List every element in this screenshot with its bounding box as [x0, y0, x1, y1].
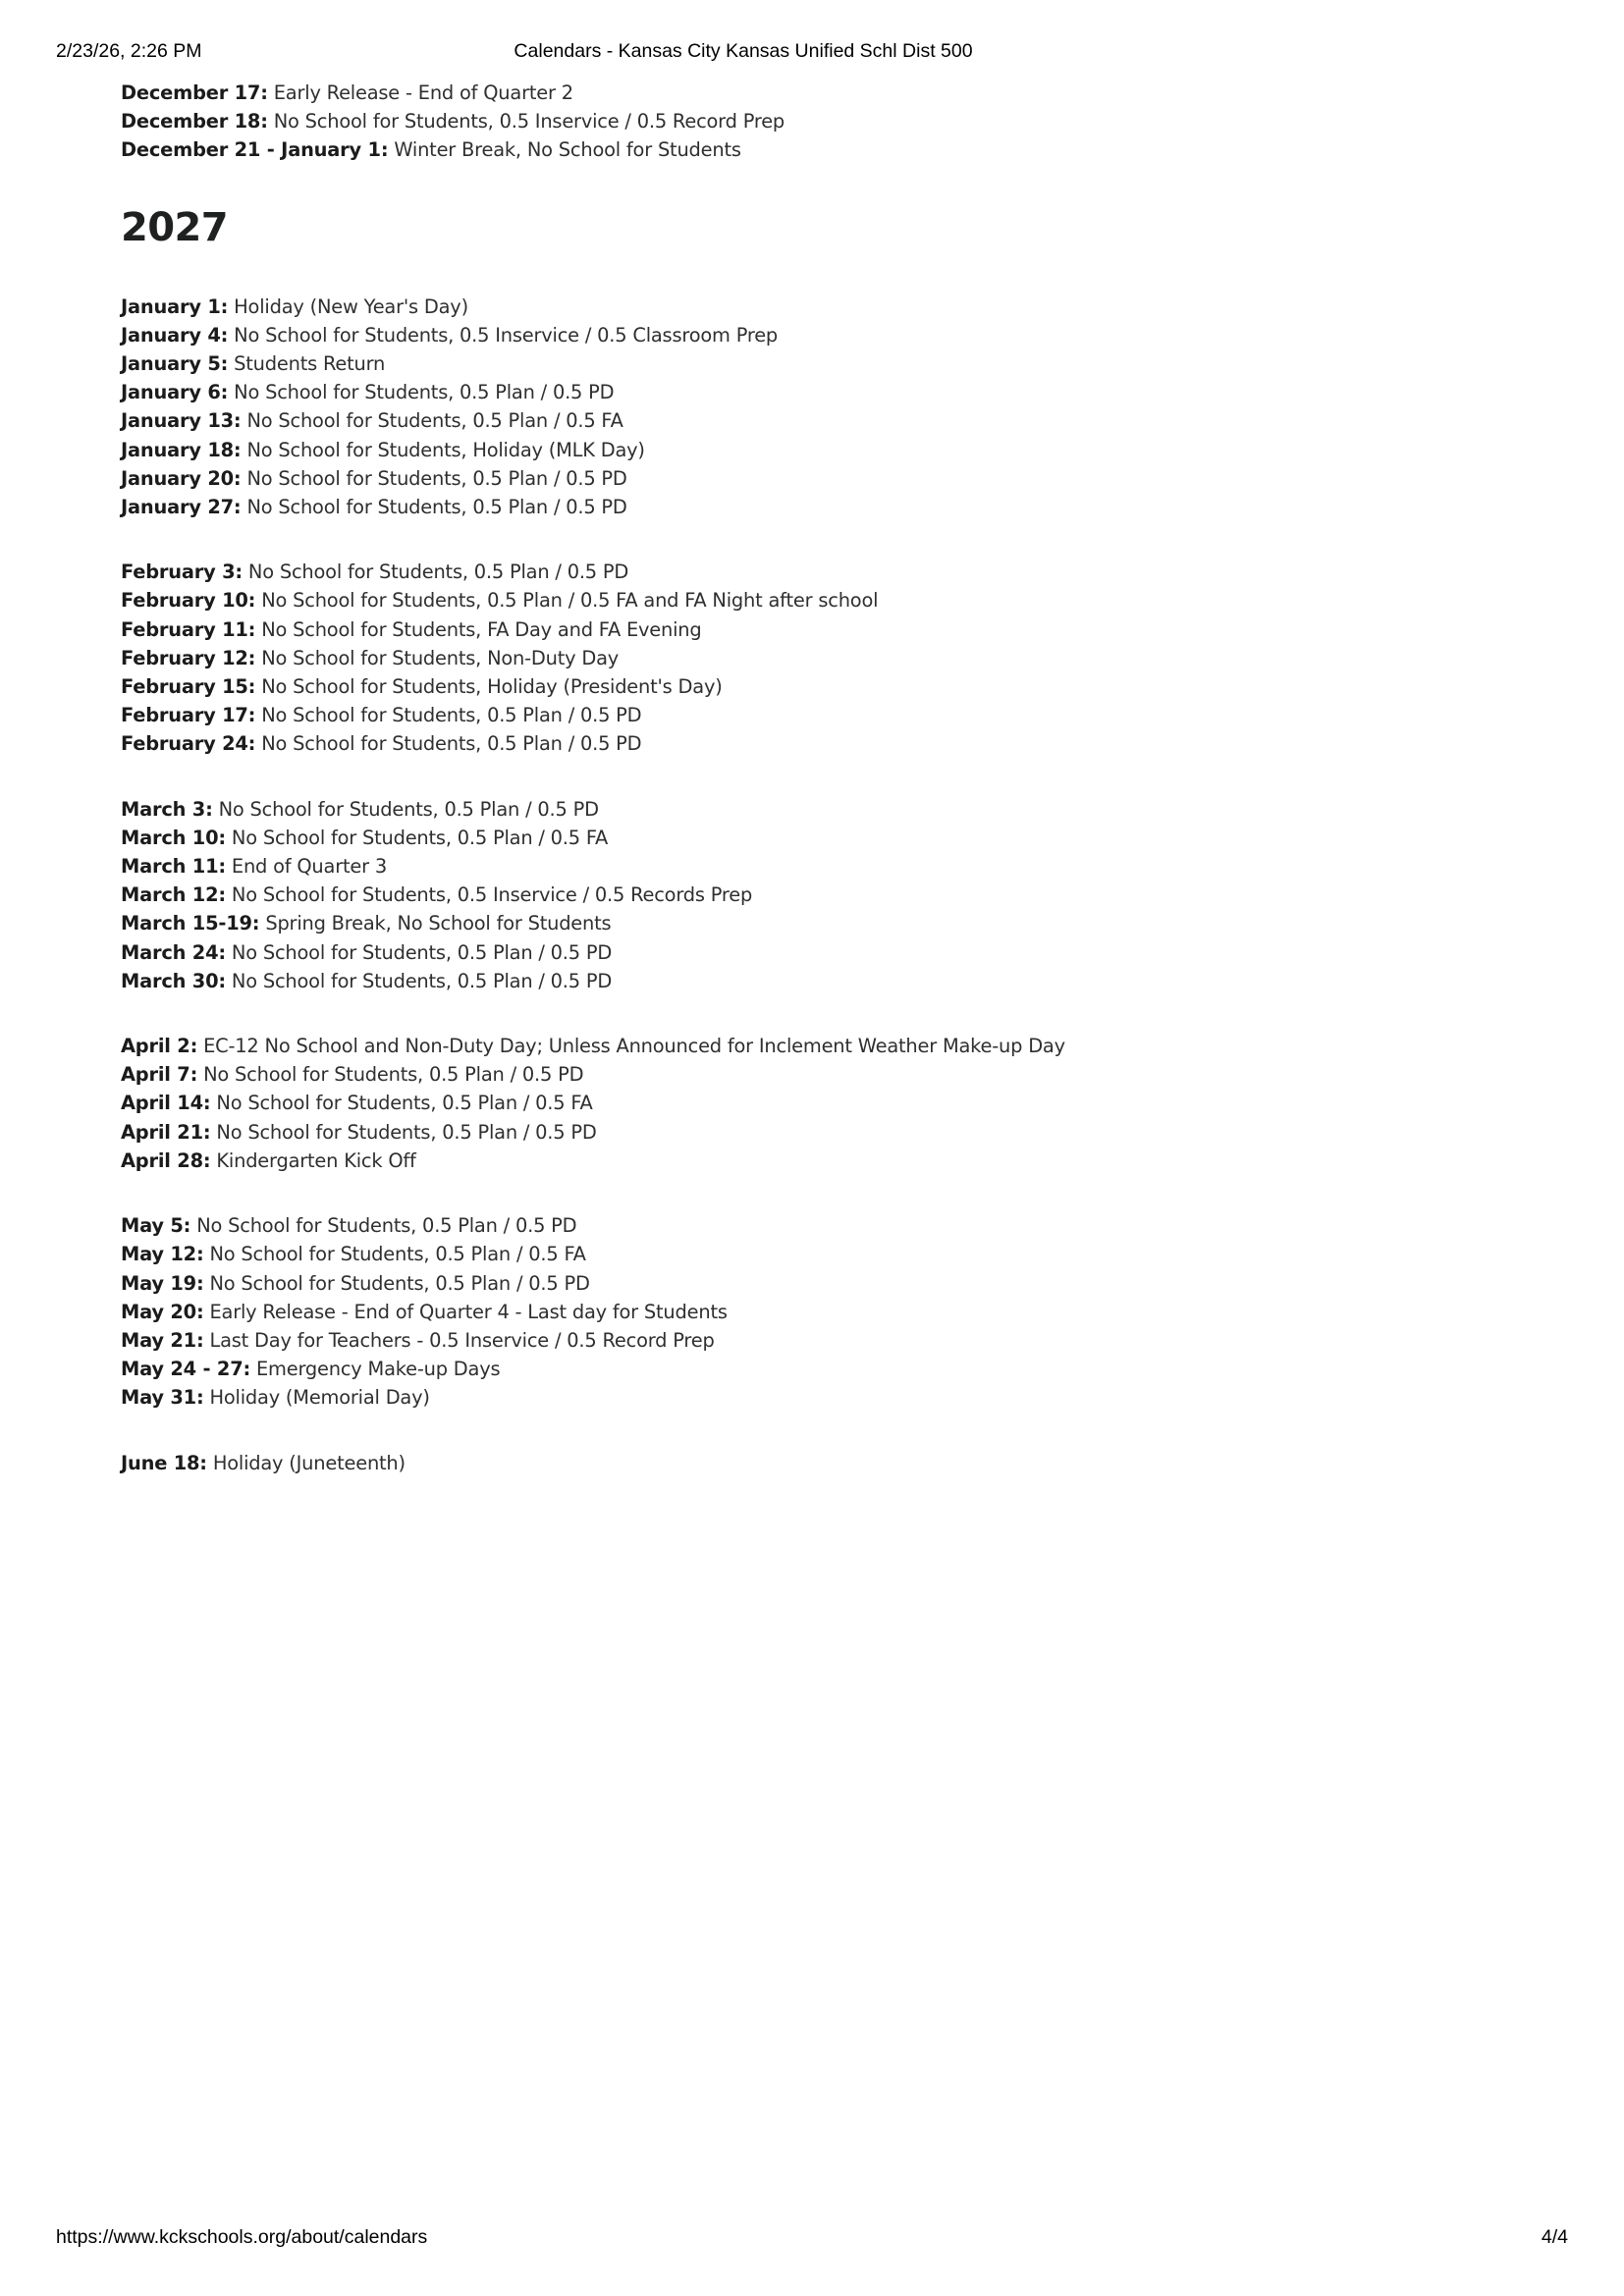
calendar-entry-description: End of Quarter 3 [225, 855, 387, 879]
calendar-entry [121, 135, 1526, 164]
calendar-entry-description: Last Day for Teachers - 0.5 Inservice / 0.5 Record Prep [203, 1328, 715, 1352]
calendar-entry-date: May 5: [121, 1214, 191, 1238]
calendar-entry [121, 436, 1526, 464]
calendar-entry-date: January 18: [121, 438, 242, 461]
calendar-entry-description: No School for Students, 0.5 Plan / 0.5 PD [255, 732, 642, 756]
calendar-entry-description: Spring Break, No School for Students [259, 912, 612, 935]
calendar-entry-description: No School for Students, 0.5 Plan / 0.5 FA [225, 826, 609, 849]
calendar-entry-date: February 3: [121, 561, 243, 584]
calendar-entry [121, 349, 1526, 378]
calendar-entry [121, 1089, 1526, 1117]
calendar-entry-description: No School for Students, 0.5 Plan / 0.5 PD [228, 381, 615, 404]
calendar-entry-date: April 7: [121, 1063, 198, 1087]
calendar-entry-date: March 12: [121, 883, 226, 907]
month-block-january [121, 293, 1526, 522]
calendar-entry-date: May 19: [121, 1271, 204, 1295]
calendar-entry [121, 558, 1526, 586]
print-header-date: 2/23/26, 2:26 PM [56, 40, 202, 62]
calendar-entry-date: January 13: [121, 409, 242, 433]
calendar-entry-date: March 15-19: [121, 912, 260, 935]
calendar-entry-description: EC-12 No School and Non-Duty Day; Unless Announced for Inclement Weather Make-up Day [197, 1035, 1065, 1058]
calendar-entry-description: No School for Students, 0.5 Plan / 0.5 PD [225, 969, 613, 992]
calendar-entry [121, 406, 1526, 435]
calendar-entry-date: May 31: [121, 1386, 204, 1410]
calendar-entry-description: Emergency Make-up Days [250, 1358, 501, 1381]
print-footer-url[interactable]: https://www.kckschools.org/about/calendars [56, 2226, 428, 2248]
calendar-entry-description: No School for Students, 0.5 Plan / 0.5 PD [203, 1271, 590, 1295]
calendar-entry-description: Kindergarten Kick Off [210, 1148, 416, 1172]
calendar-entry-description: No School for Students, 0.5 Plan / 0.5 PD [210, 1120, 597, 1144]
calendar-entry-date: March 11: [121, 855, 226, 879]
calendar-entry [121, 1118, 1526, 1147]
calendar-entry-description: No School for Students, 0.5 Plan / 0.5 FA [210, 1092, 593, 1115]
calendar-entry-description: Winter Break, No School for Students [388, 138, 741, 162]
calendar-entry [121, 1383, 1526, 1412]
calendar-entry-date: April 28: [121, 1148, 211, 1172]
calendar-document-body [121, 79, 1526, 1477]
calendar-entry-date: December 17: [121, 81, 268, 104]
calendar-entry [121, 1355, 1526, 1383]
calendar-entry [121, 729, 1526, 758]
calendar-entry [121, 795, 1526, 824]
calendar-entry [121, 378, 1526, 406]
calendar-entry [121, 321, 1526, 349]
month-blocks-container [121, 293, 1526, 1477]
print-header [56, 39, 1568, 63]
calendar-entry-description: Holiday (Memorial Day) [203, 1386, 430, 1410]
calendar-entry [121, 464, 1526, 493]
month-block-april [121, 1032, 1526, 1175]
calendar-entry-date: April 21: [121, 1120, 211, 1144]
calendar-entry-date: January 6: [121, 381, 229, 404]
calendar-entry-date: December 21 - January 1: [121, 138, 389, 162]
calendar-entry [121, 824, 1526, 852]
calendar-entry-description: No School for Students, 0.5 Plan / 0.5 PD [241, 496, 627, 519]
calendar-entry [121, 293, 1526, 321]
calendar-entry [121, 586, 1526, 614]
calendar-entry [121, 79, 1526, 107]
calendar-entry-description: No School for Students, 0.5 Plan / 0.5 FA [241, 409, 623, 433]
calendar-entry-description: No School for Students, 0.5 Plan / 0.5 FA and FA Night after school [255, 589, 879, 613]
calendar-entry-date: April 14: [121, 1092, 211, 1115]
calendar-entry-description: No School for Students, 0.5 Inservice / 0.5 Classroom Prep [228, 323, 779, 347]
calendar-entry-date: February 17: [121, 704, 256, 727]
calendar-entry [121, 852, 1526, 881]
calendar-entry-date: May 24 - 27: [121, 1358, 251, 1381]
calendar-entry-date: February 24: [121, 732, 256, 756]
calendar-entry-description: No School for Students, 0.5 Plan / 0.5 FA [203, 1243, 586, 1266]
month-block-june [121, 1449, 1526, 1477]
calendar-entry-description: No School for Students, Holiday (MLK Day) [241, 438, 645, 461]
print-header-title: Calendars - Kansas City Kansas Unified Schl Dist 500 [514, 40, 973, 62]
calendar-entry-description: Early Release - End of Quarter 2 [267, 81, 573, 104]
calendar-entry-date: January 5: [121, 352, 229, 376]
calendar-entry-date: May 12: [121, 1243, 204, 1266]
calendar-entry-description: Holiday (Juneteenth) [206, 1451, 406, 1474]
calendar-entry-description: No School for Students, 0.5 Plan / 0.5 PD [255, 704, 642, 727]
calendar-entry [121, 672, 1526, 701]
calendar-entry [121, 967, 1526, 995]
calendar-entry-date: June 18: [121, 1451, 207, 1474]
calendar-entry [121, 1060, 1526, 1089]
year-heading: 2027 [121, 204, 228, 250]
calendar-entry-date: April 2: [121, 1035, 198, 1058]
calendar-entry-date: January 4: [121, 323, 229, 347]
calendar-entry-description: No School for Students, FA Day and FA Evening [255, 617, 702, 641]
calendar-entry [121, 1147, 1526, 1175]
calendar-entry-date: March 30: [121, 969, 226, 992]
calendar-entry [121, 909, 1526, 937]
calendar-entry [121, 493, 1526, 521]
calendar-entry-description: No School for Students, 0.5 Plan / 0.5 PD [242, 561, 629, 584]
calendar-entry [121, 1449, 1526, 1477]
calendar-entry-date: January 1: [121, 294, 229, 318]
calendar-entry [121, 1298, 1526, 1326]
calendar-entry-description: Holiday (New Year's Day) [228, 294, 468, 318]
calendar-entry-date: February 15: [121, 675, 256, 699]
calendar-entry [121, 107, 1526, 135]
calendar-entry-description: No School for Students, 0.5 Plan / 0.5 PD [241, 466, 627, 490]
calendar-entry [121, 1326, 1526, 1355]
calendar-entry-description: No School for Students, 0.5 Plan / 0.5 PD [225, 940, 613, 964]
calendar-entry-description: No School for Students, 0.5 Plan / 0.5 PD [190, 1214, 577, 1238]
calendar-entry [121, 615, 1526, 644]
month-block-february [121, 558, 1526, 758]
calendar-entry-description: No School for Students, 0.5 Inservice / 0.5 Records Prep [225, 883, 753, 907]
calendar-entry [121, 644, 1526, 672]
calendar-entry [121, 1032, 1526, 1060]
calendar-entry-description: No School for Students, 0.5 Plan / 0.5 PD [197, 1063, 584, 1087]
calendar-entry-date: February 11: [121, 617, 256, 641]
calendar-entry-date: May 21: [121, 1328, 204, 1352]
calendar-entry-date: March 3: [121, 797, 213, 821]
calendar-entry-description: No School for Students, 0.5 Plan / 0.5 PD [212, 797, 599, 821]
month-block-march [121, 795, 1526, 995]
calendar-entry-description: Students Return [228, 352, 386, 376]
calendar-entry [121, 1269, 1526, 1298]
print-footer-page-number: 4/4 [1541, 2226, 1568, 2248]
calendar-entry-date: January 27: [121, 496, 242, 519]
calendar-entry-date: December 18: [121, 110, 268, 133]
calendar-entry-description: No School for Students, 0.5 Inservice / 0.5 Record Prep [267, 110, 785, 133]
calendar-entry-date: May 20: [121, 1300, 204, 1323]
leading-entries-block [121, 79, 1526, 165]
calendar-entry-date: March 24: [121, 940, 226, 964]
calendar-entry [121, 701, 1526, 729]
calendar-entry [121, 1240, 1526, 1268]
calendar-entry [121, 881, 1526, 909]
calendar-entry-date: February 10: [121, 589, 256, 613]
calendar-entry-date: March 10: [121, 826, 226, 849]
calendar-entry [121, 938, 1526, 967]
calendar-entry-date: January 20: [121, 466, 242, 490]
calendar-entry-description: No School for Students, Non-Duty Day [255, 646, 620, 669]
calendar-entry-date: February 12: [121, 646, 256, 669]
calendar-entry [121, 1211, 1526, 1240]
print-footer [56, 2225, 1568, 2249]
month-block-may [121, 1211, 1526, 1412]
calendar-entry-description: Early Release - End of Quarter 4 - Last day for Students [203, 1300, 728, 1323]
calendar-entry-description: No School for Students, Holiday (President's Day) [255, 675, 723, 699]
